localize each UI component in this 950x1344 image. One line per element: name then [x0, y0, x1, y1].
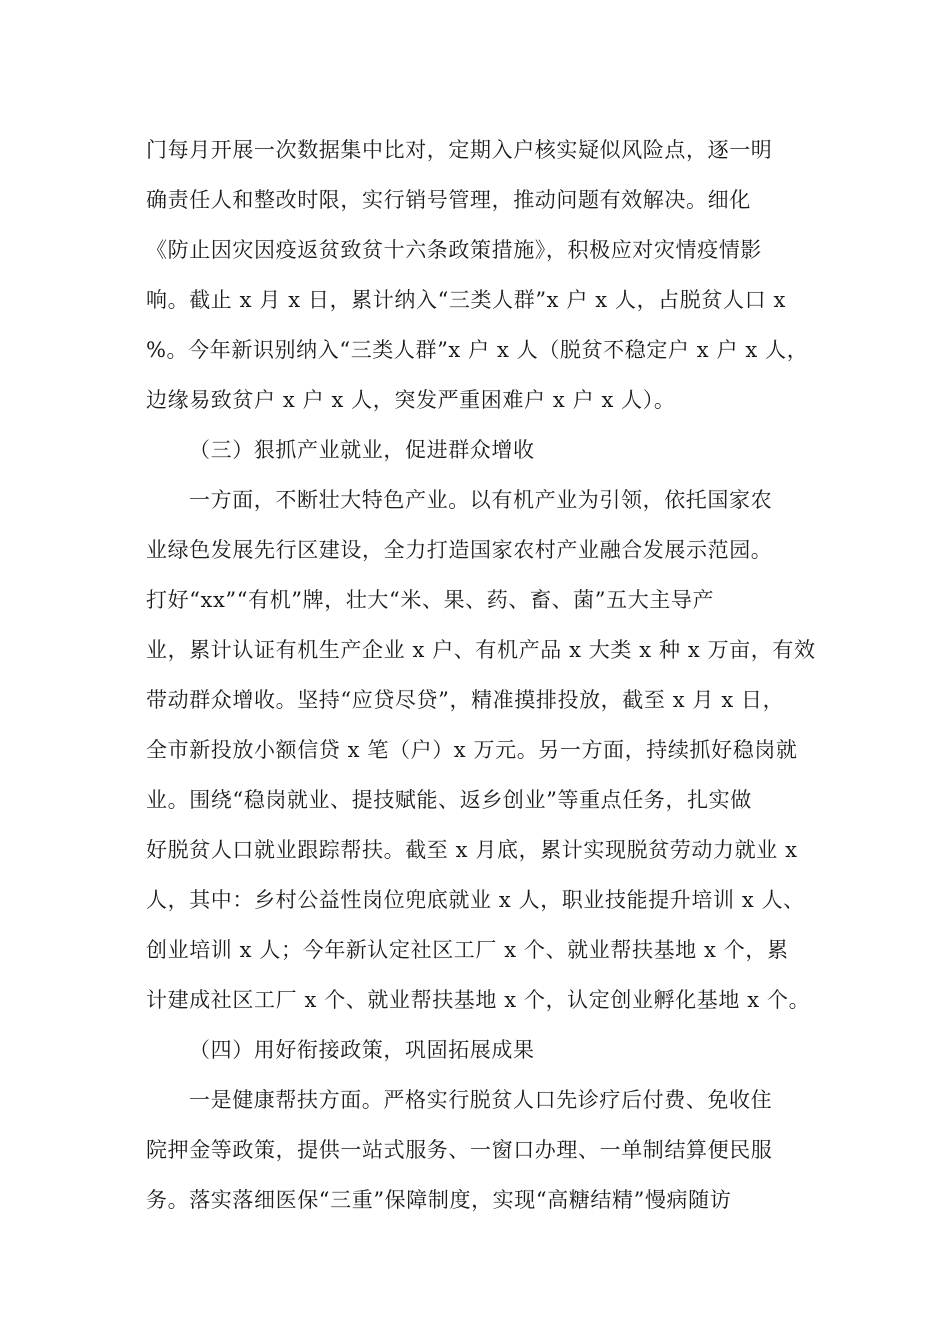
section-heading: （三）狠抓产业就业，促进群众增收	[189, 438, 535, 462]
body-text-line: 好脱贫人口就业跟踪帮扶。截至 x 月底，累计实现脱贫劳动力就业 x	[146, 838, 798, 862]
body-text-line: 一方面，不断壮大特色产业。以有机产业为引领，依托国家农	[189, 488, 773, 512]
body-text-line: 《防止因灾因疫返贫致贫十六条政策措施》，积极应对灾情疫情影	[146, 238, 762, 262]
body-text-line: 确责任人和整改时限，实行销号管理，推动问题有效解决。细化	[146, 188, 751, 212]
body-text-line: 业绿色发展先行区建设，全力打造国家农村产业融合发展示范园。	[146, 538, 773, 562]
body-text-line: 打好“xx”“有机”牌，壮大“米、果、药、畜、菌”五大主导产	[146, 588, 715, 612]
section-heading: （四）用好衔接政策，巩固拓展成果	[189, 1038, 535, 1062]
body-text-line: 边缘易致贫户 x 户 x 人，突发严重困难户 x 户 x 人）。	[146, 388, 676, 412]
body-text-line: %。今年新识别纳入“三类人群”x 户 x 人（脱贫不稳定户 x 户 x 人，	[146, 338, 809, 362]
body-text-line: 务。落实落细医保“三重”保障制度，实现“高糖结精”慢病随访	[146, 1188, 732, 1212]
body-text-line: 计建成社区工厂 x 个、就业帮扶基地 x 个，认定创业孵化基地 x 个。	[146, 988, 811, 1012]
body-text-line: 人，其中：乡村公益性岗位兜底就业 x 人，职业技能提升培训 x 人、	[146, 888, 805, 912]
body-text-line: 创业培训 x 人；今年新认定社区工厂 x 个、就业帮扶基地 x 个，累	[146, 938, 789, 962]
body-text-line: 响。截止 x 月 x 日，累计纳入“三类人群”x 户 x 人，占脱贫人口 x	[146, 288, 786, 312]
body-text-line: 带动群众增收。坚持“应贷尽贷”，精准摸排投放，截至 x 月 x 日，	[146, 688, 785, 712]
body-text-line: 业，累计认证有机生产企业 x 户、有机产品 x 大类 x 种 x 万亩，有效	[146, 638, 816, 662]
body-text-line: 门每月开展一次数据集中比对，定期入户核实疑似风险点，逐一明	[146, 138, 773, 162]
body-text-line: 院押金等政策，提供一站式服务、一窗口办理、一单制结算便民服	[146, 1138, 773, 1162]
body-text-line: 业。围绕“稳岗就业、提技赋能、返乡创业”等重点任务，扎实做	[146, 788, 752, 812]
body-text-line: 全市新投放小额信贷 x 笔（户）x 万元。另一方面，持续抓好稳岗就	[146, 738, 798, 762]
body-text-line: 一是健康帮扶方面。严格实行脱贫人口先诊疗后付费、免收住	[189, 1088, 773, 1112]
